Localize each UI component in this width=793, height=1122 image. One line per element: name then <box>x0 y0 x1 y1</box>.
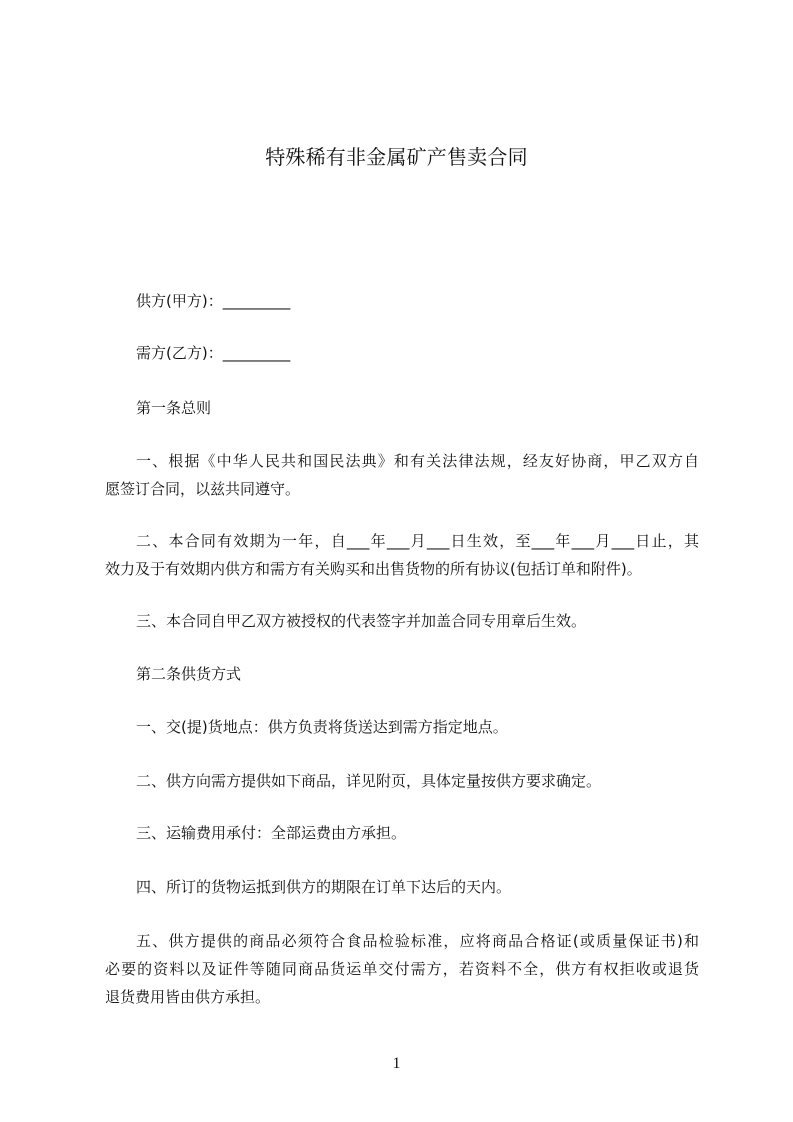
buyer-line: 需方(乙方)：_________ <box>136 344 291 362</box>
article-1-item-2-line-1: 二、本合同有效期为一年，自___年___月___日生效，至___年___月___日止，其 <box>136 532 699 550</box>
document-title: 特殊稀有非金属矿产售卖合同 <box>265 145 528 169</box>
article-2-item-5-line-3: 退货费用皆由供方承担。 <box>105 988 271 1006</box>
article-2-item-2: 二、供方向需方提供如下商品，详见附页，具体定量按供方要求确定。 <box>136 772 602 790</box>
article-2-heading: 第二条供货方式 <box>136 665 242 683</box>
article-1-heading: 第一条总则 <box>136 399 212 417</box>
article-2-item-1: 一、交(提)货地点：供方负责将货送达到需方指定地点。 <box>136 718 508 736</box>
article-2-item-5-line-1: 五、供方提供的商品必须符合食品检验标准，应将商品合格证(或质量保证书)和 <box>136 932 699 950</box>
page-number: 1 <box>392 1055 401 1072</box>
article-1-item-3: 三、本合同自甲乙双方被授权的代表签字并加盖合同专用章后生效。 <box>136 612 587 630</box>
article-1-item-2-line-2: 效力及于有效期内供方和需方有关购买和出售货物的所有协议(包括订单和附件)。 <box>105 560 642 578</box>
article-1-item-1-line-1: 一、根据《中华人民共和国民法典》和有关法律法规，经友好协商，甲乙双方自 <box>136 452 699 470</box>
article-2-item-5-line-2: 必要的资料以及证件等随同商品货运单交付需方，若资料不全，供方有权拒收或退货 <box>105 960 699 978</box>
supplier-line: 供方(甲方)：_________ <box>136 292 291 310</box>
article-2-item-4: 四、所订的货物运抵到供方的期限在订单下达后的天内。 <box>136 878 512 896</box>
article-2-item-3: 三、运输费用承付：全部运费由方承担。 <box>136 824 407 842</box>
article-1-item-1-line-2: 愿签订合同，以兹共同遵守。 <box>105 480 301 498</box>
